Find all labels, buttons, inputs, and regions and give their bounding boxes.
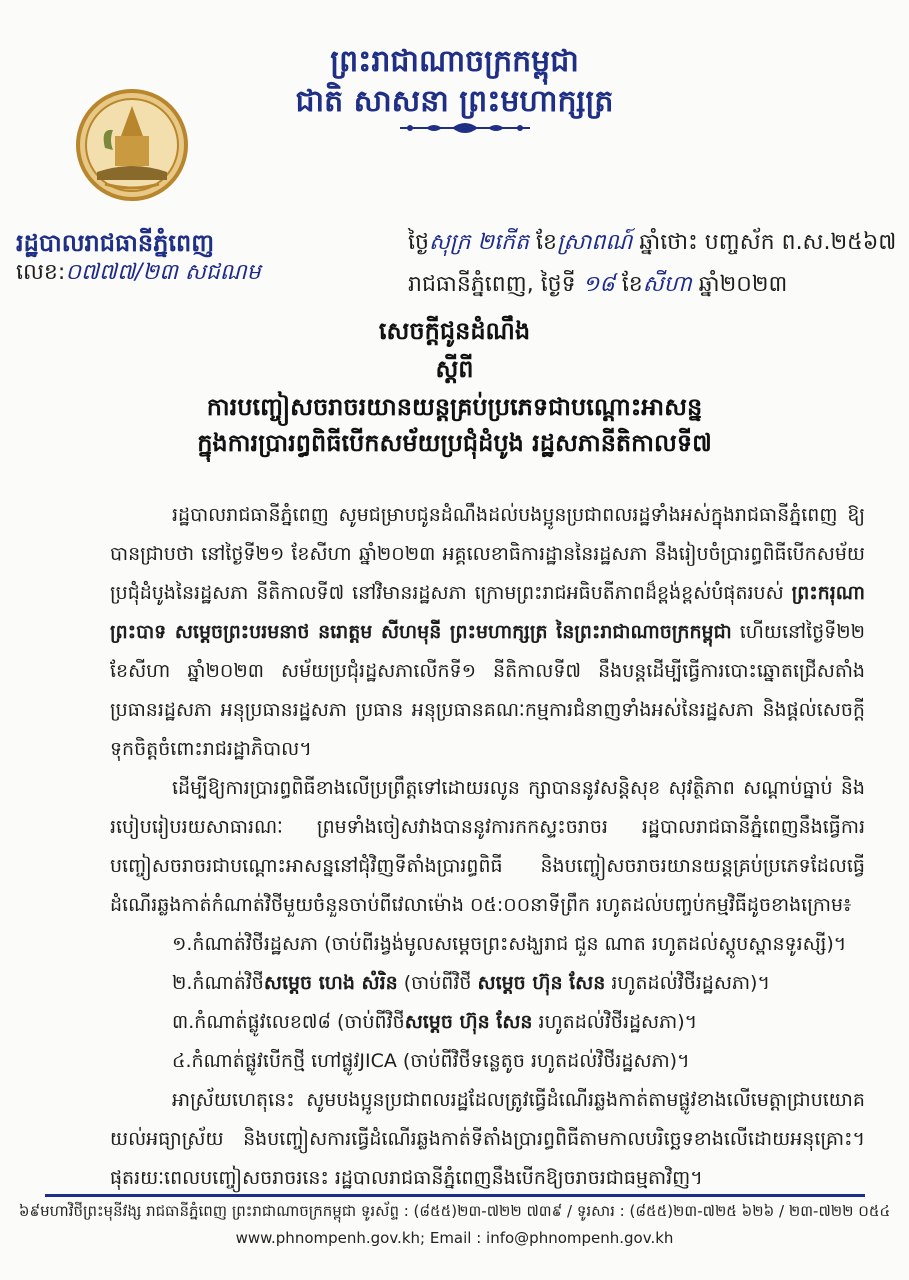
list-item [110,1003,865,1042]
item2-c: រហូតដល់វិថីរដ្ឋសភា)។ [605,972,770,994]
list-item: ១.កំណាត់វិថីរដ្ឋសភា (ចាប់ពីរង្វង់មូលសម្តេចព្រះសង្ឃរាជ ជួន ណាត រហូតដល់ស្តូបស្ពានទូរស្សី)។ [172,933,847,955]
national-motto: ជាតិ សាសនា ព្រះមហាក្សត្រ [295,84,614,119]
item2-bold2: សម្តេច ហ៊ុន សែន [477,972,606,994]
item3-bold: សម្តេច ហ៊ុន សែន [404,1011,533,1033]
solar-date [408,270,787,302]
ref-number: ០៧៧៧/២៣ សជណម [65,260,261,285]
item3-a: ៣.កំណាត់ផ្លូវលេខ៧៨ (ចាប់ពីវិថី [172,1011,405,1033]
kingdom-title: ព្រះរាជាណាចក្រកម្ពុជា [330,44,579,79]
lunar-date [408,228,896,260]
lunar-day: សុក្រ ២កើត [428,230,529,255]
item2-bold: សម្តេច ហេង សំរិន [263,972,398,994]
lunar-month-prefix: ខែ [528,230,557,255]
solar-month: សីហា [642,272,692,297]
item3-b: រហូតដល់វិថីរដ្ឋសភា)។ [532,1011,698,1033]
item2-b: (ចាប់ពីវិថី [397,972,478,994]
list-item: ៤.កំណាត់ផ្លូវបើកថ្មី ហៅផ្លូវJICA (ចាប់ពីវិថីទន្លេតូច រហូតដល់វិថីរដ្ឋសភា)។ [172,1050,690,1072]
issuer-name: រដ្ឋបាលរាជធានីភ្នំពេញ [16,228,215,257]
item2-a: ២.កំណាត់វិថី [172,972,264,994]
reference-number [16,258,261,290]
notice-subject-line2: ក្នុងការប្រារព្ធពិធីបើកសម័យប្រជុំដំបូង រដ្ឋសភានីតិកាលទី៧ [197,428,712,457]
solar-year: ឆ្នាំ២០២៣ [691,272,788,297]
footer-address: ៦៩មហាវិថីព្រះមុនីវង្ស រាជធានីភ្នំពេញ ព្រះរាជាណាចក្រកម្ពុជា ទូរស័ព្ទ : (៨៥៥)២៣-៧២២ ៧៣៩ / ទូរសារ : (៨៥៥)២៣-៧២៥ ៦២៦ / ២៣-៧២២ ០៥៤ [18,1202,891,1220]
notice-subject-label: ស្តីពី [435,354,474,383]
lunar-month: ស្រាពណ៍ [556,230,633,255]
paragraph-3: អាស្រ័យហេតុនេះ សូមបងប្អូនប្រជាពលរដ្ឋដែលត្រូវធ្វើដំណើរឆ្លងកាត់តាមផ្លូវខាងលើមេត្តាជ្រាបយោគយល់អធ្យាស្រ័យ និងបញ្ចៀសការធ្វើដំណើរឆ្លងកាត់ទីតាំងប្រារព្ធពិធីតាមកាលបរិច្ឆេទខាងលើដោយអនុគ្រោះ។ ផុតរយៈពេលបញ្ចៀសចរាចរនេះ រដ្ឋបាលរាជធានីភ្នំពេញនឹងបើកឱ្យចរាចរជាធម្មតាវិញ។ [110,1089,865,1189]
footer-divider [45,1194,865,1197]
p1-text-b: ហើយនៅថ្ងៃទី២២ ខែសីហា ឆ្នាំ២០២៣ សម័យប្រជុំរដ្ឋសភាលើកទី១ នីតិកាលទី៧ នឹងបន្តដើម្បីធ្វើការបោះឆ្នោតជ្រើសតាំងប្រធានរដ្ឋសភា អនុប្រធានរដ្ឋសភា ប្រធាន អនុប្រធានគណៈកម្មការជំនាញទាំងអស់នៃរដ្ឋសភា និងផ្តល់សេចក្តីទុកចិត្តចំពោះរាជរដ្ឋាភិបាល។ [110,621,865,760]
ref-prefix: លេខ: [16,260,66,285]
notice-subject-line1: ការបញ្ចៀសចរាចរយានយន្តគ្រប់ប្រភេទជាបណ្តោះអាសន្ន [206,392,703,421]
lunar-prefix: ថ្ងៃ [408,230,429,255]
solar-day: ១៨ [582,272,615,297]
notice-body [110,496,865,1198]
ornament-divider-icon [390,120,540,136]
p1-text-a: រដ្ឋបាលរាជធានីភ្នំពេញ សូមជម្រាបជូនដំណឹងដល់បងប្អូនប្រជាពលរដ្ឋទាំងអស់ក្នុងរាជធានីភ្នំពេញ ឱ្យបានជ្រាបថា នៅថ្ងៃទី២១ ខែសីហា ឆ្នាំ២០២៣ អគ្គលេខាធិការដ្ឋាននៃរដ្ឋសភា នឹងរៀបចំប្រារព្ធពិធីបើកសម័យប្រជុំដំបូងនៃរដ្ឋសភា នីតិកាលទី៧ នៅវិមានរដ្ឋសភា ក្រោមព្រះរាជអធិបតីភាពដ៏ខ្ពង់ខ្ពស់បំផុតរបស់ [110,504,865,604]
solar-month-prefix: ខែ [614,272,643,297]
footer-web[interactable]: www.phnompenh.gov.kh; Email : info@phnompenh.gov.kh [235,1229,674,1247]
paragraph-1 [110,496,865,769]
lunar-rest: ឆ្នាំថោះ បញ្ចស័ក ព.ស.២៥៦៧ [632,230,897,255]
paragraph-2: ដើម្បីឱ្យការប្រារព្ធពិធីខាងលើប្រព្រឹត្តទៅដោយរលូន ក្សាបាននូវសន្តិសុខ សុវត្ថិភាព សណ្តាប់ធ្នាប់ និងរបៀបរៀបរយសាធារណៈ ព្រមទាំងចៀសវាងបាននូវការកកស្ទះចរាចរ រដ្ឋបាលរាជធានីភ្នំពេញនឹងធ្វើការបញ្ចៀសចរាចរជាបណ្តោះអាសន្ននៅជុំវិញទីតាំងប្រារព្ធពិធី និងបញ្ចៀសចរាចរយានយន្តគ្រប់ប្រភេទដែលធ្វើដំណើរឆ្លងកាត់កំណាត់វិថីមួយចំនួនចាប់ពីវេលាម៉ោង ០៥:០០នាទីព្រឹក រហូតដល់បញ្ចប់កម្មវិធីដូចខាងក្រោម៖ [110,777,865,916]
solar-prefix: រាជធានីភ្នំពេញ, ថ្ងៃទី [408,272,583,297]
p1-king-title: ព្រះករុណាព្រះបាទ សម្តេចព្រះបរមនាថ នរោត្តម សីហមុនី ព្រះមហាក្សត្រ នៃព្រះរាជាណាចក្រកម្ពុជា [110,582,865,643]
list-item [110,964,865,1003]
phnom-penh-seal-icon [75,88,190,203]
notice-title: សេចក្តីជូនដំណឹង [378,316,531,345]
